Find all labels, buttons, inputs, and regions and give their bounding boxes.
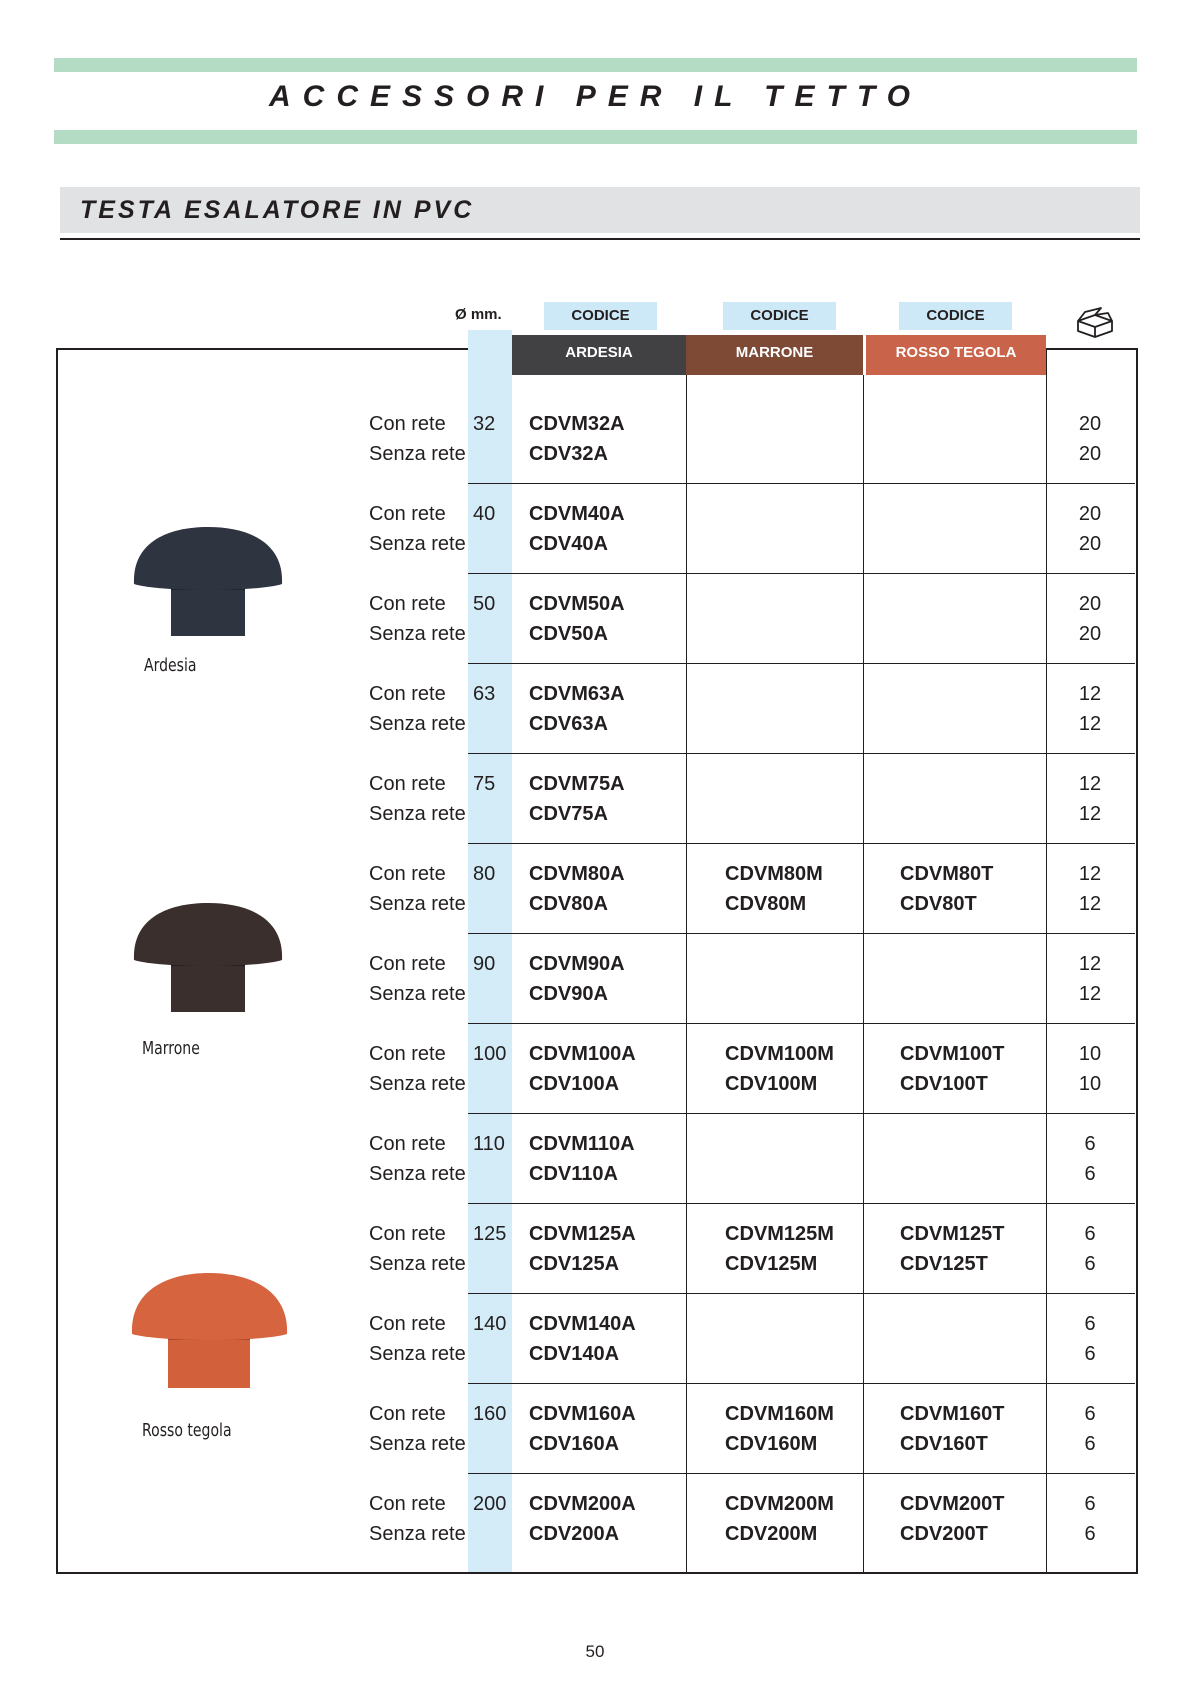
code-marrone: CDVM80M — [725, 863, 823, 885]
variant-label: Senza rete — [369, 1343, 466, 1365]
pack-quantity: 6 — [1084, 1223, 1096, 1245]
code-rosso-tegola: CDVM80T — [900, 863, 994, 885]
marrone-cap-image — [128, 898, 288, 1018]
code-rosso-tegola: CDV200T — [900, 1523, 988, 1545]
code-ardesia: CDV160A — [529, 1433, 620, 1455]
codice-header-marrone: CODICE — [723, 302, 836, 330]
color-header-marrone: MARRONE — [686, 335, 863, 375]
row-separator — [468, 1473, 1135, 1474]
pack-quantity: 10 — [1078, 1043, 1102, 1065]
code-ardesia: CDVM90A — [529, 953, 625, 975]
code-ardesia: CDVM110A — [529, 1133, 635, 1155]
variant-label: Con rete — [369, 1313, 446, 1335]
code-rosso-tegola: CDVM100T — [900, 1043, 1005, 1065]
row-separator — [468, 663, 1135, 664]
section-rule — [60, 238, 1140, 240]
diameter-value: 90 — [473, 953, 496, 975]
codice-header-ardesia: CODICE — [544, 302, 657, 330]
pack-quantity: 12 — [1078, 773, 1102, 795]
table-frame-top-right — [1046, 348, 1138, 350]
variant-label: Senza rete — [369, 1523, 466, 1545]
variant-label: Senza rete — [369, 1073, 466, 1095]
diameter-value: 200 — [473, 1493, 507, 1515]
codice-header-rosso: CODICE — [899, 302, 1012, 330]
row-separator — [468, 753, 1135, 754]
code-marrone: CDVM200M — [725, 1493, 834, 1515]
pack-quantity: 6 — [1084, 1343, 1096, 1365]
code-marrone: CDV80M — [725, 893, 807, 915]
variant-label: Senza rete — [369, 1433, 466, 1455]
code-ardesia: CDVM160A — [529, 1403, 636, 1425]
diameter-value: 50 — [473, 593, 496, 615]
pack-quantity: 6 — [1084, 1313, 1096, 1335]
section-title: TESTA ESALATORE IN PVC — [80, 196, 475, 224]
pack-quantity: 12 — [1078, 983, 1102, 1005]
code-ardesia: CDV75A — [529, 803, 608, 825]
code-marrone: CDV125M — [725, 1253, 818, 1275]
code-ardesia: CDVM80A — [529, 863, 625, 885]
variant-label: Con rete — [369, 593, 446, 615]
variant-label: Con rete — [369, 683, 446, 705]
rosso-tegola-label: Rosso tegola — [142, 1420, 232, 1441]
pack-quantity: 6 — [1084, 1163, 1096, 1185]
diameter-value: 32 — [473, 413, 496, 435]
code-marrone: CDV100M — [725, 1073, 818, 1095]
pack-quantity: 12 — [1078, 803, 1102, 825]
color-header-ardesia: ARDESIA — [512, 335, 686, 375]
row-separator — [468, 1113, 1135, 1114]
marrone-label: Marrone — [142, 1038, 200, 1059]
page-number: 50 — [585, 1642, 605, 1661]
code-ardesia: CDVM63A — [529, 683, 625, 705]
code-ardesia: CDV32A — [529, 443, 608, 465]
diameter-value: 40 — [473, 503, 496, 525]
row-separator — [468, 933, 1135, 934]
pack-quantity: 6 — [1084, 1493, 1096, 1515]
color-header-rosso-tegola: ROSSO TEGOLA — [866, 335, 1046, 375]
code-ardesia: CDV40A — [529, 533, 608, 555]
pack-quantity: 12 — [1078, 893, 1102, 915]
table-row — [0, 683, 1190, 743]
pack-quantity: 6 — [1084, 1433, 1096, 1455]
code-rosso-tegola: CDVM160T — [900, 1403, 1005, 1425]
diameter-value: 63 — [473, 683, 496, 705]
diameter-header: Ø mm. — [455, 306, 502, 323]
row-separator — [468, 483, 1135, 484]
diameter-value: 125 — [473, 1223, 507, 1245]
table-frame-bottom — [56, 1572, 1138, 1574]
code-ardesia: CDV140A — [529, 1343, 620, 1365]
table-row — [0, 773, 1190, 833]
variant-label: Con rete — [369, 1043, 446, 1065]
rosso-tegola-cap-image — [128, 1268, 291, 1393]
pack-quantity: 6 — [1084, 1253, 1096, 1275]
code-marrone: CDVM100M — [725, 1043, 834, 1065]
variant-label: Con rete — [369, 1223, 446, 1245]
code-marrone: CDVM125M — [725, 1223, 834, 1245]
variant-label: Senza rete — [369, 893, 466, 915]
variant-label: Con rete — [369, 953, 446, 975]
code-ardesia: CDV90A — [529, 983, 608, 1005]
variant-label: Con rete — [369, 1403, 446, 1425]
pack-quantity: 20 — [1078, 443, 1102, 465]
pack-quantity: 12 — [1078, 683, 1102, 705]
pack-quantity: 20 — [1078, 593, 1102, 615]
pack-quantity: 10 — [1078, 1073, 1102, 1095]
ardesia-label: Ardesia — [144, 655, 197, 676]
variant-label: Senza rete — [369, 803, 466, 825]
table-row — [0, 413, 1190, 473]
pack-quantity: 6 — [1084, 1523, 1096, 1545]
diameter-value: 75 — [473, 773, 496, 795]
variant-label: Con rete — [369, 1493, 446, 1515]
code-rosso-tegola: CDV100T — [900, 1073, 988, 1095]
table-row — [0, 1133, 1190, 1193]
row-separator — [468, 573, 1135, 574]
code-marrone: CDV160M — [725, 1433, 818, 1455]
row-separator — [468, 1383, 1135, 1384]
table-row — [0, 1493, 1190, 1553]
variant-label: Senza rete — [369, 533, 466, 555]
code-ardesia: CDV100A — [529, 1073, 620, 1095]
code-ardesia: CDVM125A — [529, 1223, 636, 1245]
table-frame-top-left — [56, 348, 468, 350]
code-marrone: CDV200M — [725, 1523, 818, 1545]
variant-label: Con rete — [369, 413, 446, 435]
pack-quantity: 20 — [1078, 413, 1102, 435]
pack-quantity: 6 — [1084, 1403, 1096, 1425]
code-ardesia: CDVM140A — [529, 1313, 636, 1335]
variant-label: Senza rete — [369, 1253, 466, 1275]
code-rosso-tegola: CDV125T — [900, 1253, 988, 1275]
code-ardesia: CDVM75A — [529, 773, 625, 795]
diameter-value: 110 — [473, 1133, 505, 1155]
page-title: ACCESSORI PER IL TETTO — [269, 80, 922, 113]
top-green-bar — [54, 58, 1137, 72]
variant-label: Con rete — [369, 1133, 446, 1155]
variant-label: Senza rete — [369, 1163, 466, 1185]
variant-label: Senza rete — [369, 713, 466, 735]
code-rosso-tegola: CDV80T — [900, 893, 977, 915]
pack-quantity: 12 — [1078, 863, 1102, 885]
pack-quantity: 20 — [1078, 623, 1102, 645]
variant-label: Con rete — [369, 773, 446, 795]
code-ardesia: CDV125A — [529, 1253, 620, 1275]
code-rosso-tegola: CDVM125T — [900, 1223, 1005, 1245]
variant-label: Senza rete — [369, 443, 466, 465]
diameter-value: 100 — [473, 1043, 507, 1065]
bottom-green-bar — [54, 130, 1137, 144]
diameter-value: 80 — [473, 863, 496, 885]
pack-quantity: 6 — [1084, 1133, 1096, 1155]
code-ardesia: CDV200A — [529, 1523, 620, 1545]
row-separator — [468, 1023, 1135, 1024]
diameter-value: 140 — [473, 1313, 507, 1335]
code-ardesia: CDV110A — [529, 1163, 618, 1185]
variant-label: Senza rete — [369, 623, 466, 645]
variant-label: Con rete — [369, 503, 446, 525]
code-ardesia: CDV50A — [529, 623, 608, 645]
code-ardesia: CDV80A — [529, 893, 608, 915]
code-ardesia: CDVM100A — [529, 1043, 636, 1065]
code-ardesia: CDVM50A — [529, 593, 625, 615]
code-ardesia: CDVM40A — [529, 503, 625, 525]
variant-label: Con rete — [369, 863, 446, 885]
code-rosso-tegola: CDVM200T — [900, 1493, 1005, 1515]
ardesia-cap-image — [128, 522, 288, 642]
code-marrone: CDVM160M — [725, 1403, 834, 1425]
row-separator — [468, 1203, 1135, 1204]
code-ardesia: CDV63A — [529, 713, 608, 735]
row-separator — [468, 1293, 1135, 1294]
code-ardesia: CDVM200A — [529, 1493, 636, 1515]
pack-quantity: 12 — [1078, 713, 1102, 735]
row-separator — [468, 843, 1135, 844]
box-icon — [1075, 307, 1115, 339]
code-ardesia: CDVM32A — [529, 413, 625, 435]
pack-quantity: 20 — [1078, 533, 1102, 555]
diameter-value: 160 — [473, 1403, 507, 1425]
code-rosso-tegola: CDV160T — [900, 1433, 988, 1455]
pack-quantity: 12 — [1078, 953, 1102, 975]
pack-quantity: 20 — [1078, 503, 1102, 525]
variant-label: Senza rete — [369, 983, 466, 1005]
